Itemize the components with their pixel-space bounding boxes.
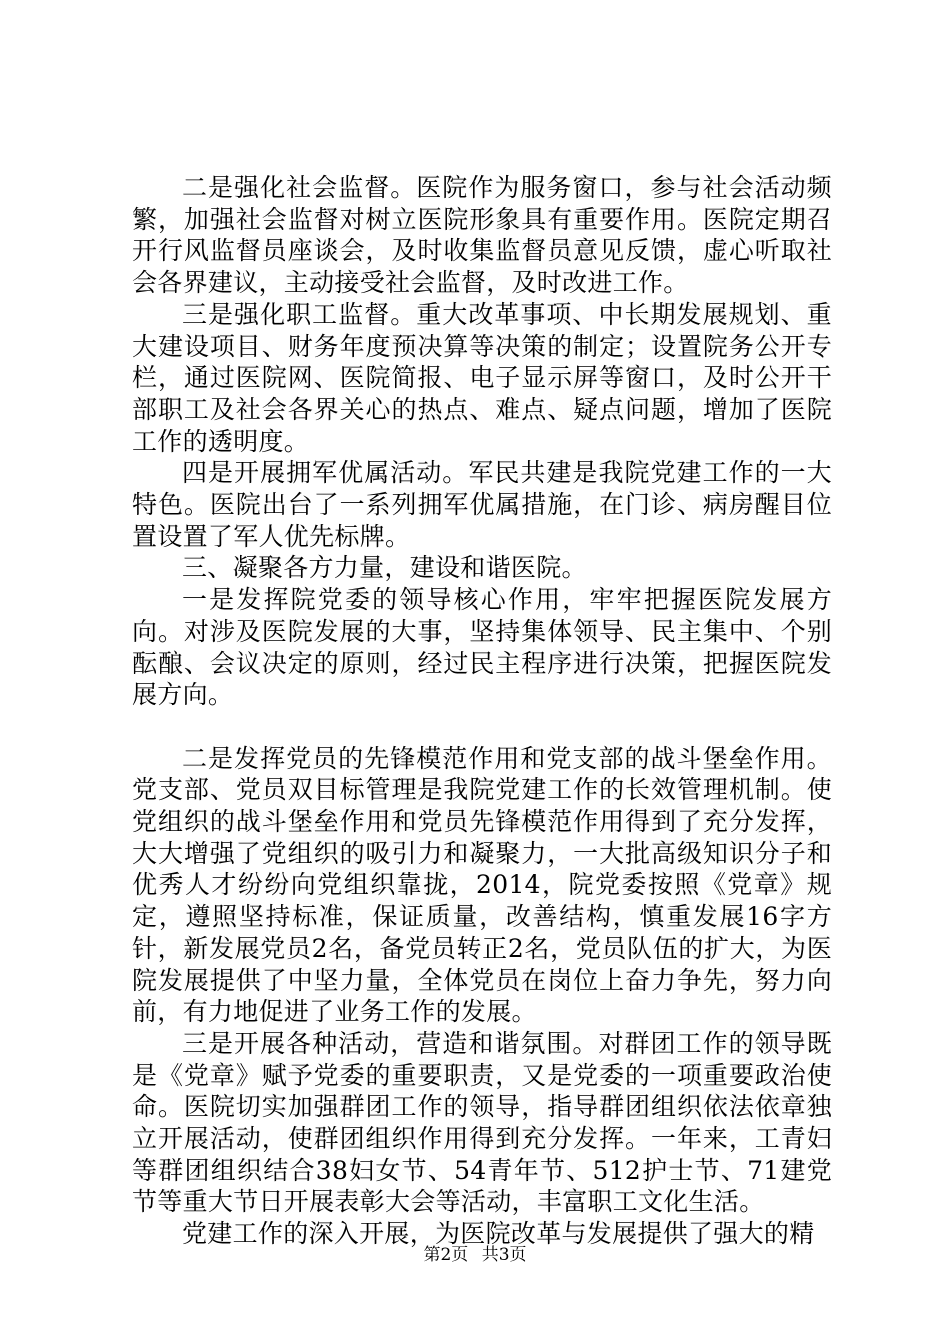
section-heading-harmonious-hospital: 三、凝聚各方力量，建设和谐医院。 <box>182 553 587 583</box>
paragraph-military-support: 四是开展拥军优属活动。军民共建是我院党建工作的一大特色。医院出台了一系列拥军优属措施，在门诊、病房醒目位置设置了军人优先标牌。 <box>132 458 832 551</box>
paragraph-party-member-role: 二是发挥党员的先锋模范作用和党支部的战斗堡垒作用。党支部、党员双目标管理是我院党建工作的长效管理机制。使党组织的战斗堡垒作用和党员先锋模范作用得到了充分发挥，大大增强了党组织的吸引力和凝聚力，一大批高级知识分子和优秀人才纷纷向党组织靠拢，2014，院党委按照《党章》规定，遵照坚持标准，保证质量，改善结构，慎重发展16字方针，新发展党员2名，备党员转正2名，党员队伍的扩大，为医院发展提供了中坚力量，全体党员在岗位上奋力争先，努力向前，有力地促进了业务工作的发展。 <box>132 743 832 1027</box>
paragraph-spacer <box>132 711 832 743</box>
paragraph-staff-supervision: 三是强化职工监督。重大改革事项、中长期发展规划、重大建设项目、财务年度预决算等决策的制定；设置院务公开专栏，通过医院网、医院简报、电子显示屏等窗口，及时公开干部职工及社会各界关心的热点、难点、疑点问题，增加了医院工作的透明度。 <box>132 299 832 456</box>
page-total: 共3页 <box>481 1245 527 1265</box>
paragraph-social-supervision: 二是强化社会监督。医院作为服务窗口，参与社会活动频繁，加强社会监督对树立医院形象具有重要作用。医院定期召开行风监督员座谈会，及时收集监督员意见反馈，虚心听取社会各界建议，主动接受社会监督，及时改进工作。 <box>132 173 832 298</box>
paragraph-party-committee-leadership: 一是发挥院党委的领导核心作用，牢牢把握医院发展方向。对涉及医院发展的大事，坚持集体领导、民主集中、个别酝酿、会议决定的原则，经过民主程序进行决策，把握医院发展方向。 <box>132 585 832 710</box>
page-number: 第2页 <box>423 1245 469 1265</box>
paragraph-party-building-summary: 党建工作的深入开展，为医院改革与发展提供了强大的精 <box>182 1219 815 1249</box>
document-body <box>132 172 832 1250</box>
paragraph-group-activities: 三是开展各种活动，营造和谐氛围。对群团工作的领导既是《党章》赋予党委的重要职责，又是党委的一项重要政治使命。医院切实加强群团工作的领导，指导群团组织依法依章独立开展活动，使群团组织作用得到充分发挥。一年来，工青妇等群团组织结合38妇女节、54青年节、512护士节、71建党节等重大节日开展表彰大会等活动，丰富职工文化生活。 <box>132 1028 832 1217</box>
page-footer <box>0 1244 950 1266</box>
